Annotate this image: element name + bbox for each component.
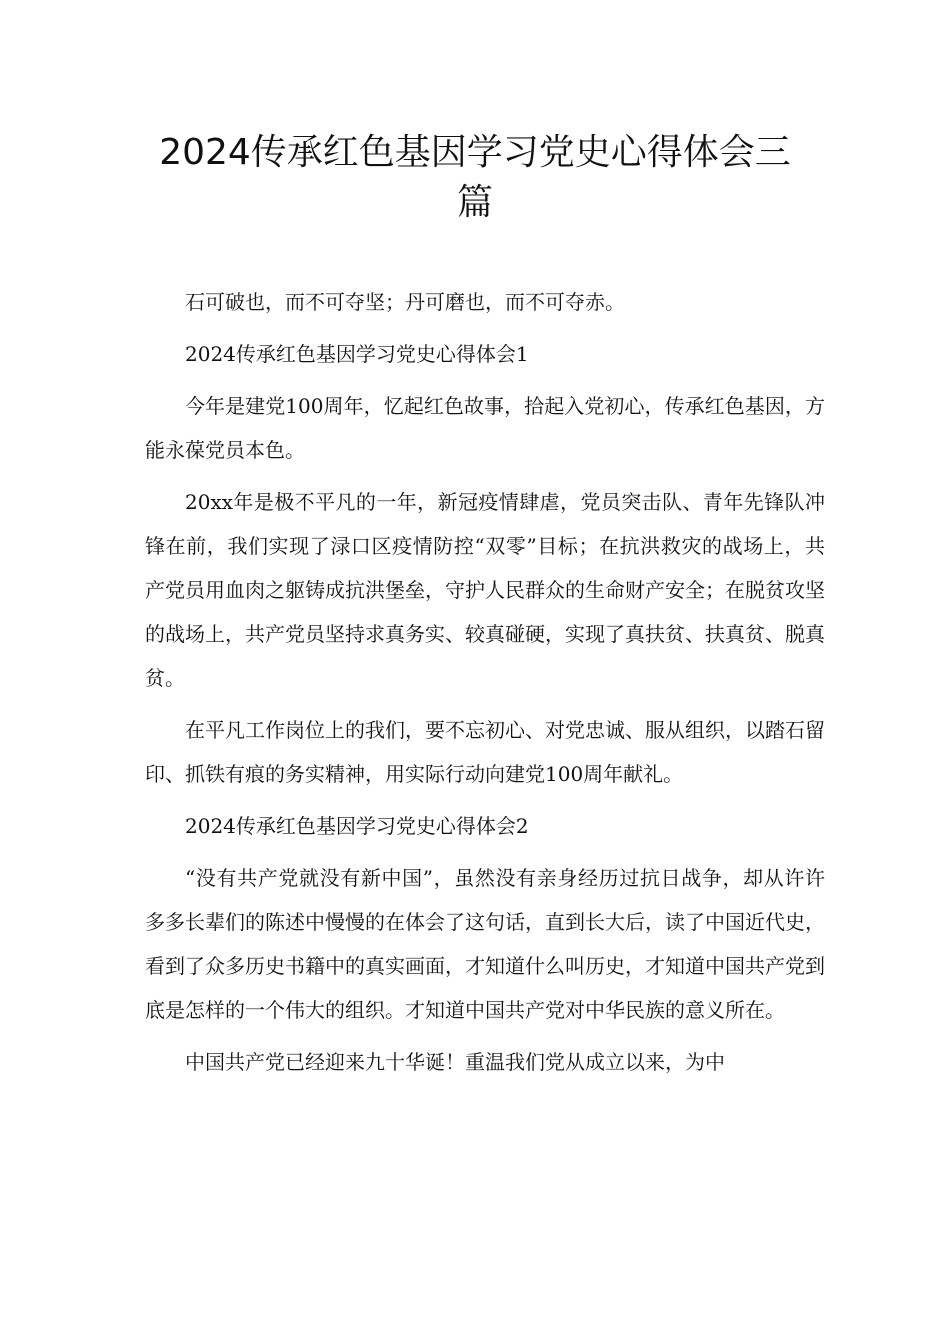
document-title (110, 128, 840, 228)
title-line-1: 2024传承红色基因学习党史心得体会三 (159, 132, 791, 173)
paragraph: “没有共产党就没有新中国”，虽然没有亲身经历过抗日战争，却从许许多多长辈们的陈述中慢慢的在体会了这句话，直到长大后，读了中国近代史，看到了众多历史书籍中的真实画面，才知道什么叫历史，才知道中国共产党到底是怎样的一个伟大的组织。才知道中国共产党对中华民族的意义所在。 (145, 866, 825, 1022)
paragraph: 在平凡工作岗位上的我们，要不忘初心、对党忠诚、服从组织，以踏石留印、抓铁有痕的务实精神，用实际行动向建党100周年献礼。 (145, 718, 825, 786)
section-heading-1: 2024传承红色基因学习党史心得体会1 (185, 342, 529, 366)
paragraph: 中国共产党已经迎来九十华诞！重温我们党从成立以来，为中 (185, 1050, 725, 1074)
paragraph-epigraph: 石可破也，而不可夺坚；丹可磨也，而不可夺赤。 (185, 290, 625, 314)
paragraph: 20xx年是极不平凡的一年，新冠疫情肆虐，党员突击队、青年先锋队冲锋在前，我们实现了渌口区疫情防控“双零”目标；在抗洪救灾的战场上，共产党员用血肉之躯铸成抗洪堡垒，守护人民群众的生命财产安全；在脱贫攻坚的战场上，共产党员坚持求真务实、较真碰硬，实现了真扶贫、扶真贫、脱真贫。 (145, 490, 825, 690)
section-heading-2: 2024传承红色基因学习党史心得体会2 (185, 814, 529, 838)
document-body (145, 280, 825, 1092)
title-line-2: 篇 (456, 182, 493, 223)
paragraph: 今年是建党100周年，忆起红色故事，拾起入党初心，传承红色基因，方能永葆党员本色。 (145, 394, 825, 462)
